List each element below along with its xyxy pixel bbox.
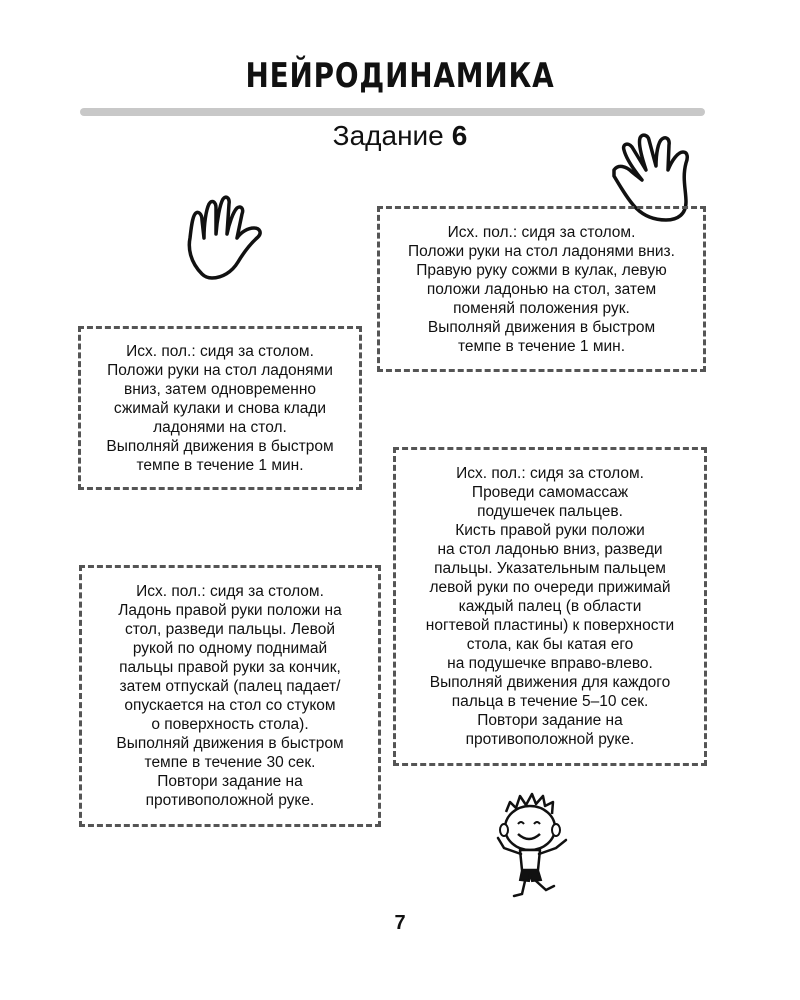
exercise-box-2: [78, 326, 362, 490]
exercise-text-3: Исх. пол.: сидя за столом. Проведи самомассаж подушечек пальцев. Кисть правой руки положи на стол ладонью вниз, разведи пальцы. Указательным пальцем левой руки по очереди прижимай каждый палец (в области ногтевой пластины) к поверхности стола, как бы катая его на подушечке вправо-влево. Выполняй движения для каждого пальца в течение 5–10 сек. Повтори задание на противоположной руке.: [425, 465, 675, 748]
exercise-box-1: [377, 206, 706, 372]
exercise-text-4: Исх. пол.: сидя за столом. Ладонь правой руки положи на стол, разведи пальцы. Левой рукой по одному поднимай пальцы правой руки за кончик, затем отпускай (палец падает/ опускается на стол со стуком о поверхность стола). Выполняй движения в быстром темпе в течение 30 сек. Повтори задание на противоположной руке.: [116, 583, 344, 809]
title-divider: [80, 108, 705, 116]
exercise-text-2: Исх. пол.: сидя за столом. Положи руки на стол ладонями вниз, затем одновременно сжимай кулаки и снова клади ладонями на стол. Выполняй движения в быстром темпе в течение 1 мин.: [106, 342, 334, 474]
task-number: 6: [451, 120, 468, 151]
page-title: НЕЙРОДИНАМИКА: [245, 56, 555, 96]
cartoon-boy-icon: [480, 790, 590, 905]
exercise-box-3: [393, 447, 707, 766]
exercise-text-1: Исх. пол.: сидя за столом. Положи руки на стол ладонями вниз. Правую руку сожми в кулак, левую положи ладонью на стол, затем поменяй положения рук. Выполняй движения в быстром темпе в течение 1 мин.: [408, 223, 675, 355]
exercise-box-4: [79, 565, 381, 827]
hand-left-icon: [180, 190, 280, 290]
task-label: Задание: [332, 120, 444, 151]
page-number: 7: [394, 912, 406, 934]
